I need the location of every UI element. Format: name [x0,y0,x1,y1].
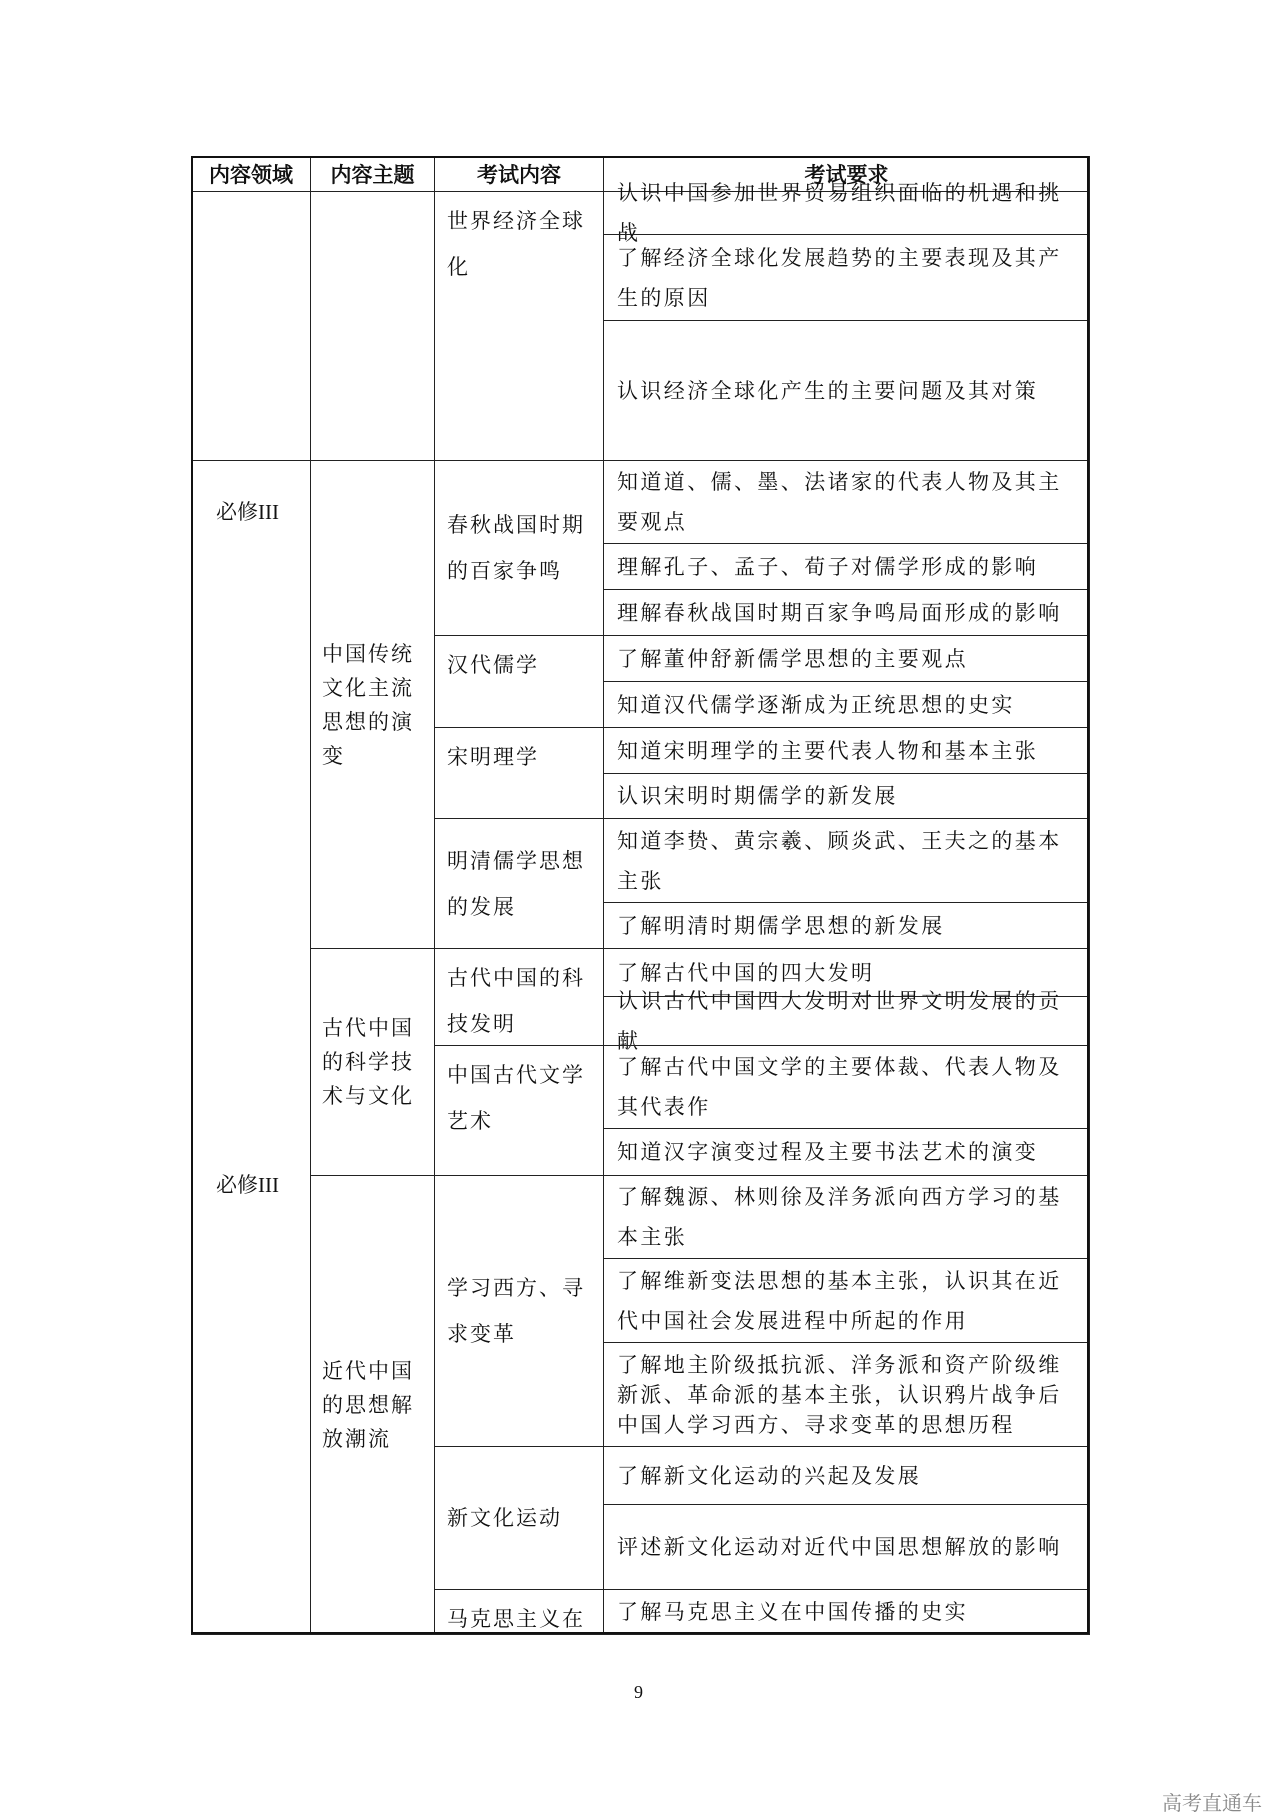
requirement-cell [603,181,1090,245]
content-cell-text: 学习西方、寻求变革 [447,1276,585,1346]
domain-label: 必修III [216,500,279,524]
requirement-cell-text: 认识古代中国四大发明对世界文明发展的贡献 [617,989,1062,1053]
requirement-cell-text: 理解孔子、孟子、荀子对儒学形成的影响 [617,554,1039,579]
column-header-text: 考试内容 [477,163,561,187]
topic-cell [310,191,435,461]
topic-cell [310,948,435,1176]
content-cell-text: 明清儒学思想的发展 [447,848,585,919]
requirement-cell-text: 了解新文化运动的兴起及发展 [617,1463,922,1488]
content-cell-text: 春秋战国时期的百家争鸣 [447,513,585,583]
column-header [310,156,435,192]
content-cell-text: 马克思主义在 [447,1607,585,1631]
requirement-cell [603,818,1090,903]
content-cell [434,1045,604,1176]
content-cell [434,460,604,636]
page-number: 9 [634,1682,643,1702]
topic-cell-text: 古代中国的科学技术与文化 [322,1016,414,1108]
content-cell [434,948,604,1046]
topic-cell-text: 中国传统文化主流思想的演变 [322,641,414,768]
content-cell-text: 中国古代文学艺术 [447,1063,585,1133]
topic-cell-text: 近代中国的思想解放潮流 [322,1359,414,1451]
requirement-cell-text: 了解明清时期儒学思想的新发展 [617,913,945,938]
requirement-cell-text: 认识经济全球化产生的主要问题及其对策 [617,378,1039,403]
requirement-cell-text: 知道李贽、黄宗羲、顾炎武、王夫之的基本主张 [617,828,1062,893]
requirement-cell [603,773,1090,819]
requirement-cell-text: 知道汉字演变过程及主要书法艺术的演变 [617,1140,1039,1164]
requirement-cell-text: 认识宋明时期儒学的新发展 [617,784,898,808]
column-header [191,156,311,192]
requirement-cell [603,681,1090,728]
content-cell [434,635,604,728]
requirement-cell [603,635,1090,682]
column-header-text: 内容领域 [209,163,293,187]
domain-label: 必修III [216,1173,279,1197]
requirement-cell [603,1589,1090,1635]
requirement-cell [603,1258,1090,1343]
requirement-cell [603,543,1090,590]
requirement-cell [603,1504,1090,1590]
content-cell-text: 世界经济全球化 [447,209,585,279]
content-cell-text: 汉代儒学 [447,653,539,677]
requirement-cell-text: 了解地主阶级抵抗派、洋务派和资产阶级维新派、革命派的基本主张，认识鸦片战争后中国人学习西方、寻求变革的思想历程 [617,1352,1062,1437]
requirement-cell-text: 认识中国参加世界贸易组织面临的机遇和挑战 [617,181,1062,245]
content-cell [434,1175,604,1447]
content-cell-text: 古代中国的科技发明 [447,966,585,1036]
content-cell [434,191,604,461]
requirement-cell-text: 了解古代中国的四大发明 [617,960,875,985]
domain-cell [191,460,311,1635]
watermark: 高考直通车 [1162,1791,1262,1815]
content-cell [434,1446,604,1590]
requirement-cell-text: 知道宋明理学的主要代表人物和基本主张 [617,738,1039,763]
column-header-text: 考试要求 [804,163,889,187]
requirement-cell [603,1128,1090,1176]
content-cell-text: 宋明理学 [447,745,539,769]
requirement-cell [603,1446,1090,1505]
requirement-cell-text: 了解维新变法思想的基本主张，认识其在近代中国社会发展进程中所起的作用 [617,1268,1062,1333]
content-cell [434,1589,604,1635]
requirement-cell-text: 知道汉代儒学逐渐成为正统思想的史实 [617,692,1015,717]
requirement-cell [603,989,1090,1053]
column-header [434,156,604,192]
requirement-cell [603,1342,1090,1447]
requirement-cell-text: 了解古代中国文学的主要体裁、代表人物及其代表作 [617,1055,1062,1119]
content-cell [434,818,604,949]
requirement-cell-text: 了解魏源、林则徐及洋务派向西方学习的基本主张 [617,1185,1062,1249]
requirement-cell [603,1045,1090,1129]
content-cell-text: 新文化运动 [447,1506,562,1530]
topic-cell [310,1175,435,1635]
column-header-text: 内容主题 [330,163,415,187]
requirement-cell [603,460,1090,544]
requirement-cell [603,1175,1090,1259]
requirement-cell [603,234,1090,321]
requirement-cell [603,320,1090,461]
requirement-cell-text: 知道道、儒、墨、法诸家的代表人物及其主要观点 [617,470,1062,534]
topic-cell [310,460,435,949]
requirement-cell-text: 了解经济全球化发展趋势的主要表现及其产生的原因 [617,245,1062,310]
requirement-cell [603,589,1090,636]
requirement-cell-text: 了解董仲舒新儒学思想的主要观点 [617,646,968,671]
requirement-cell-text: 理解春秋战国时期百家争鸣局面形成的影响 [617,600,1062,625]
domain-cell [191,191,311,461]
requirement-cell [603,902,1090,949]
requirement-cell-text: 了解马克思主义在中国传播的史实 [617,1600,968,1624]
content-cell [434,727,604,819]
requirement-cell [603,727,1090,774]
requirement-cell-text: 评述新文化运动对近代中国思想解放的影响 [617,1535,1062,1559]
